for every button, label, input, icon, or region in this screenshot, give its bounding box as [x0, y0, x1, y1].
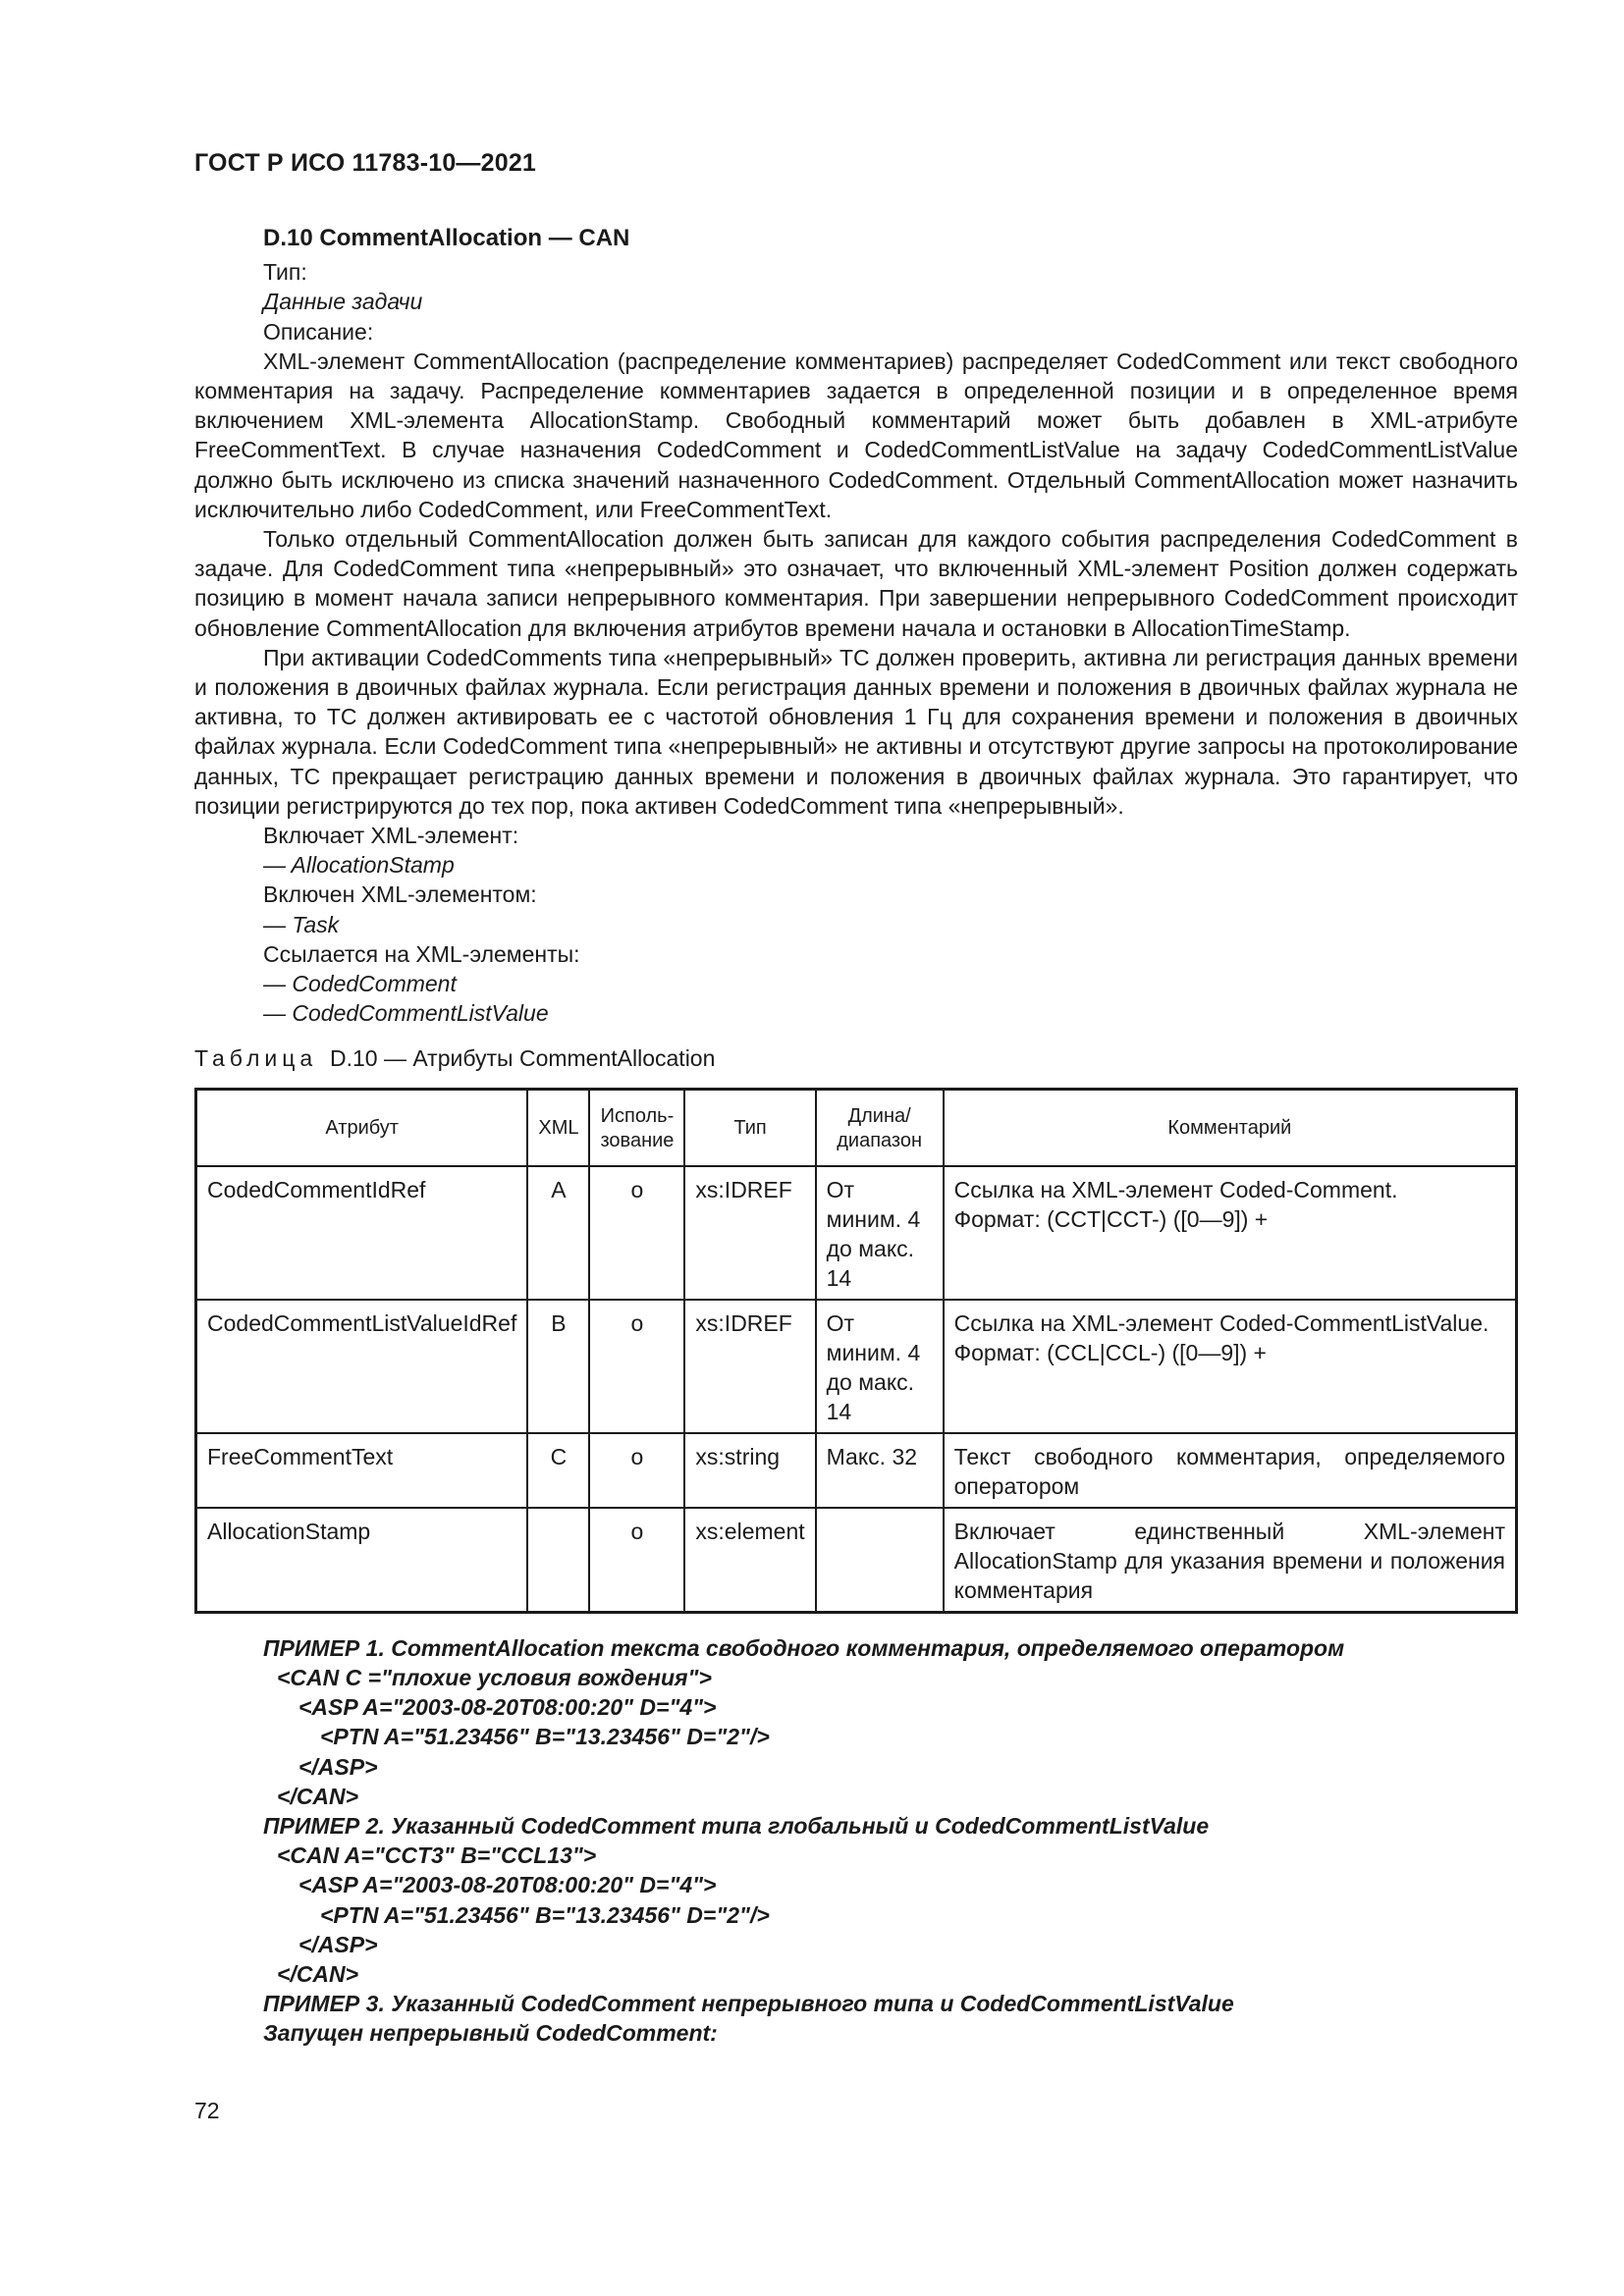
cell-xml: C: [527, 1433, 589, 1508]
cell-type: xs:IDREF: [684, 1300, 815, 1433]
cell-length: От миним. 4 до макс. 14: [816, 1300, 944, 1433]
comment-text: Ссылка на XML-элемент Coded-CommentListValue.: [953, 1309, 1489, 1336]
header-xml: XML: [527, 1089, 589, 1166]
example-code-line: </ASP>: [298, 1753, 378, 1780]
comment-format: Формат: (CCT|CCT-) ([0—9]) +: [953, 1205, 1269, 1232]
example-code-line: <ASP A="2003-08-20T08:00:20" D="4">: [298, 1694, 717, 1721]
example-title: ПРИМЕР 2. Указанный CodedComment типа глобальный и CodedCommentListValue: [263, 1812, 1210, 1839]
cell-usage: o: [589, 1166, 684, 1300]
comment-format: Формат: (CCL|CCL-) ([0—9]) +: [953, 1339, 1267, 1365]
cell-xml: B: [527, 1300, 589, 1433]
example-title: ПРИМЕР 3. Указанный CodedComment непрерывного типа и CodedCommentListValue: [263, 1991, 1234, 2017]
type-value: Данные задачи: [263, 289, 423, 315]
cell-type: xs:element: [684, 1508, 815, 1613]
example-subtitle: Запущен непрерывный CodedComment:: [263, 2020, 718, 2047]
table-row: [196, 1508, 1517, 1613]
cell-attribute: CodedCommentListValueIdRef: [196, 1300, 528, 1433]
example-code-line: <PTN A="51.23456" B="13.23456" D="2"/>: [320, 1724, 770, 1750]
table-row: [196, 1433, 1517, 1508]
description-paragraph: XML-элемент CommentAllocation (распределение комментариев) распределяет CodedComment или текст свободного комментария на задачу. Распределение комментариев задается в определенной позиции и в определенное время включением XML-элемента AllocationStamp. Свободный комментарий может быть добавлен в XML-атрибуте FreeCommentText. В случае назначения CodedComment и CodedCommentListValue на задачу CodedCommentListValue должно быть исключено из списка значений назначенного CodedComment. Отдельный CommentAllocation может назначить исключительно либо CodedComment, или FreeCommentText.: [194, 347, 1518, 522]
table-header-row: [196, 1089, 1517, 1166]
example-code-line: <CAN A="CCT3" B="CCL13">: [277, 1842, 597, 1869]
header-type: Тип: [684, 1089, 815, 1166]
attributes-table: [194, 1088, 1518, 1614]
cell-comment: Включает единственный XML-элемент AllocationStamp для указания времени и положения комментария: [944, 1508, 1517, 1613]
page-number: 72: [194, 2098, 220, 2123]
cell-type: xs:string: [684, 1433, 815, 1508]
document-header: ГОСТ Р ИСО 11783-10—2021: [194, 149, 537, 177]
examples-block: [194, 1633, 1518, 2049]
cell-length: [816, 1508, 944, 1613]
cell-type: xs:IDREF: [684, 1166, 815, 1300]
references-item: — CodedCommentListValue: [263, 1000, 549, 1027]
cell-length: Макс. 32: [816, 1433, 944, 1508]
example-code-line: </ASP>: [298, 1931, 378, 1957]
cell-comment: Текст свободного комментария, определяемого оператором: [944, 1433, 1517, 1508]
page-content: [194, 224, 1518, 2049]
example-title: ПРИМЕР 1. CommentAllocation текста свободного комментария, определяемого оператором: [263, 1634, 1345, 1661]
header-usage: Исполь-зование: [589, 1089, 684, 1166]
table-caption-prefix: Таблица: [194, 1045, 318, 1072]
header-attribute: Атрибут: [196, 1089, 528, 1166]
header-length: Длина/ диапазон: [816, 1089, 944, 1166]
included-by-item: — Task: [263, 911, 340, 937]
includes-label: Включает XML-элемент:: [263, 823, 519, 849]
description-label: Описание:: [263, 318, 374, 345]
cell-attribute: FreeCommentText: [196, 1433, 528, 1508]
description-paragraph: Только отдельный CommentAllocation должен быть записан для каждого события распределения CodedComment в задаче. Для CodedComment типа «непрерывный» это означает, что включенный XML-элемент Position должен содержать позицию в момент начала записи непрерывного комментария. При завершении непрерывного CodedComment происходит обновление CommentAllocation для включения атрибутов времени начала и остановки в AllocationTimeStamp.: [194, 526, 1518, 641]
references-item: — CodedComment: [263, 971, 457, 997]
table-row: [196, 1166, 1517, 1300]
header-comment: Комментарий: [944, 1089, 1517, 1166]
references-label: Ссылается на XML-элементы:: [263, 940, 580, 967]
comment-text: Ссылка на XML-элемент Coded-Comment.: [953, 1176, 1398, 1202]
cell-usage: o: [589, 1508, 684, 1613]
cell-length: От миним. 4 до макс. 14: [816, 1166, 944, 1300]
cell-attribute: AllocationStamp: [196, 1508, 528, 1613]
cell-xml: A: [527, 1166, 589, 1300]
description-paragraph: При активации CodedComments типа «непрерывный» ТС должен проверить, активна ли регистрация данных времени и положения в двоичных файлах журнала. Если регистрация данных времени и положения в двоичных файлах журнала не активна, то ТС должен активировать ее с частотой обновления 1 Гц для сохранения времени и положения в двоичных файлах журнала. Если CodedComment типа «непрерывный» не активны и отсутствуют другие запросы на протоколирование данных, ТС прекращает регистрацию данных времени и положения в двоичных файлах журнала. Это гарантирует, что позиции регистрируются до тех пор, пока активен CodedComment типа «непрерывный».: [194, 644, 1518, 819]
cell-usage: o: [589, 1300, 684, 1433]
cell-comment: [944, 1166, 1517, 1300]
cell-usage: o: [589, 1433, 684, 1508]
example-code-line: <CAN C ="плохие условия вождения">: [277, 1664, 712, 1690]
example-code-line: </CAN>: [277, 1960, 359, 1987]
type-label: Тип:: [263, 259, 307, 286]
includes-item: — AllocationStamp: [263, 852, 455, 879]
table-caption-text: D.10 — Атрибуты CommentAllocation: [329, 1045, 716, 1072]
example-code-line: </CAN>: [277, 1783, 359, 1809]
cell-attribute: CodedCommentIdRef: [196, 1166, 528, 1300]
cell-xml: [527, 1508, 589, 1613]
table-caption: [194, 1043, 1518, 1073]
cell-comment: [944, 1300, 1517, 1433]
example-code-line: <PTN A="51.23456" B="13.23456" D="2"/>: [320, 1901, 770, 1928]
table-row: [196, 1300, 1517, 1433]
section-title: D.10 CommentAllocation — CAN: [263, 225, 630, 251]
example-code-line: <ASP A="2003-08-20T08:00:20" D="4">: [298, 1872, 717, 1898]
included-by-label: Включен XML-элементом:: [263, 881, 537, 908]
